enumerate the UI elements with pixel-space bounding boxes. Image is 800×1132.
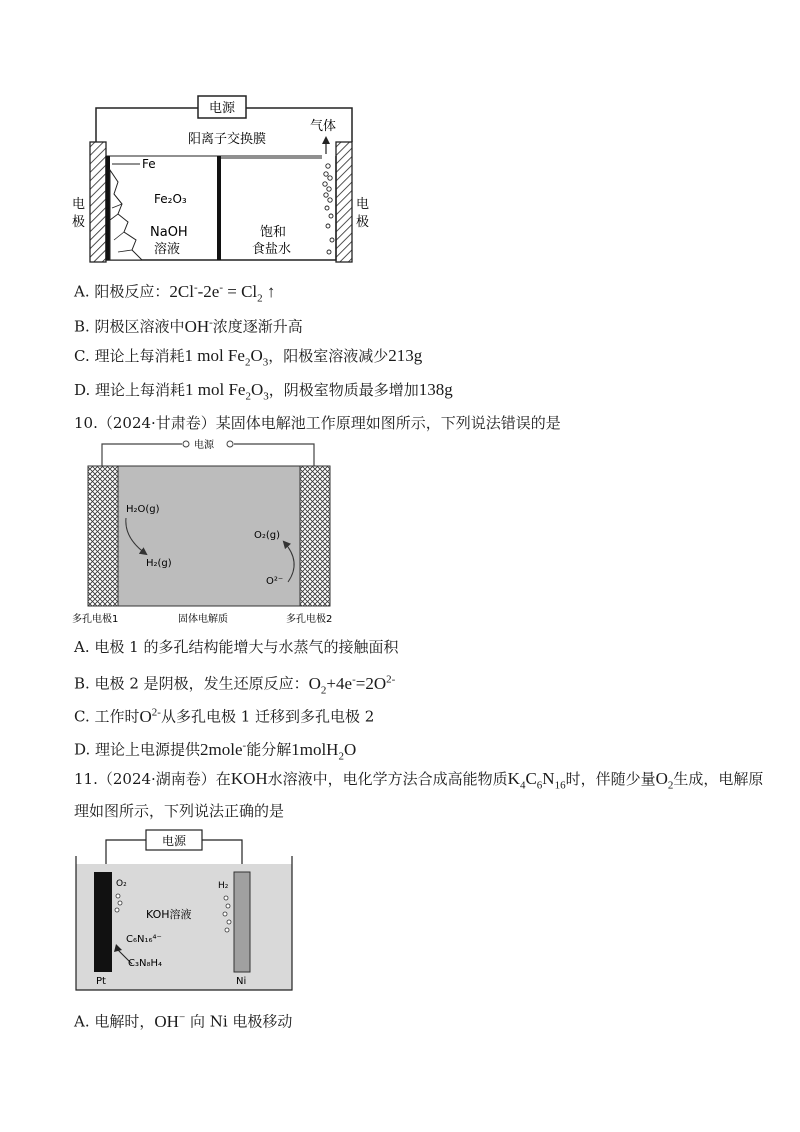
solid-electrolysis-diagram [70, 434, 370, 624]
left-electrode-label-2: 极 [72, 215, 86, 230]
q11-stem-line2: 理如图所示，下列说法正确的是 [74, 802, 285, 820]
gas-label: 气体 [310, 119, 337, 134]
q11-stem-line1: 11.（2024·湖南卷）在KOH水溶液中，电化学方法合成高能物质$K_4C_6N_{16}$时，伴随少量$O_2$生成，电解原 [74, 769, 764, 792]
porous-electrode-2 [300, 466, 330, 606]
fe2o3-label: Fe₂O₃ [154, 192, 187, 206]
o2-ion-label: O²⁻ [266, 576, 284, 587]
q11-option-a: A. 电解时，OH− 向 Ni 电极移动 [74, 1011, 293, 1031]
brine-line2: 食盐水 [252, 242, 292, 257]
q9-option-c: C. 理论上每消耗1 mol $Fe_2O_3$，阳极室溶液减少213g [74, 346, 423, 369]
pt-electrode [94, 872, 112, 972]
right-electrode-label-2: 极 [356, 215, 370, 230]
pt-label: Pt [96, 976, 106, 987]
right-electrode-label-1: 电 [356, 197, 370, 212]
h2-label-3: H₂ [218, 881, 229, 891]
q10-option-b: B. 电极 2 是阴极，发生还原反应：$O_2+4e^-=2O^{2-}$ [74, 673, 396, 697]
o2-label: O₂(g) [254, 530, 281, 541]
q10-stem: 10.（2024·甘肃卷）某固体电解池工作原理如图所示，下列说法错误的是 [74, 414, 561, 432]
q9-option-d: D. 理论上每消耗1 mol $Fe_2O_3$，阴极室物质最多增加138g [74, 380, 453, 403]
electrode1-label: 多孔电极1 [72, 614, 119, 624]
h2o-label: H₂O(g) [126, 504, 160, 515]
q9-option-a: A. 阳极反应：$2Cl^--2e^- = Cl_2$ ↑ [74, 281, 276, 305]
solution-label: 溶液 [154, 242, 181, 257]
q10-option-d: D. 理论上电源提供2mole-能分解1molH$_2$O [74, 739, 357, 763]
left-electrode-label-1: 电 [72, 197, 86, 212]
q10-option-a: A. 电极 1 的多孔结构能增大与水蒸气的接触面积 [74, 638, 399, 656]
fe-label: Fe [142, 157, 156, 171]
ni-label: Ni [236, 976, 247, 987]
brine-line1: 饱和 [260, 225, 287, 240]
power-label: 电源 [208, 101, 236, 116]
o2-label-3: O₂ [116, 879, 127, 889]
porous-electrode-1 [88, 466, 118, 606]
q10-option-c: C. 工作时$O^{2-}$从多孔电极 1 迁移到多孔电极 2 [74, 706, 375, 726]
cation-exchange-membrane [217, 156, 221, 260]
koh-label: KOH溶液 [146, 908, 192, 921]
h2-label: H₂(g) [146, 558, 172, 569]
electrolyte-label: 固体电解质 [178, 614, 228, 624]
naoh-label: NaOH [150, 225, 188, 240]
power-label-2: 电源 [194, 440, 214, 451]
c3n8h4-label: C₃N₈H₄ [128, 958, 163, 969]
membrane-label: 阳离子交换膜 [188, 132, 267, 147]
q9-option-b: B. 阴极区溶液中OH-浓度逐渐升高 [74, 316, 303, 336]
electrolysis-diagram-fe [70, 90, 370, 265]
left-electrode [90, 142, 106, 262]
ni-electrode [234, 872, 250, 972]
koh-electrolysis-diagram [70, 826, 300, 994]
c6n16-label: C₆N₁₆⁴⁻ [126, 934, 162, 945]
electrode2-label: 多孔电极2 [286, 614, 333, 624]
power-label-3: 电源 [161, 834, 187, 848]
right-electrode [336, 142, 352, 262]
